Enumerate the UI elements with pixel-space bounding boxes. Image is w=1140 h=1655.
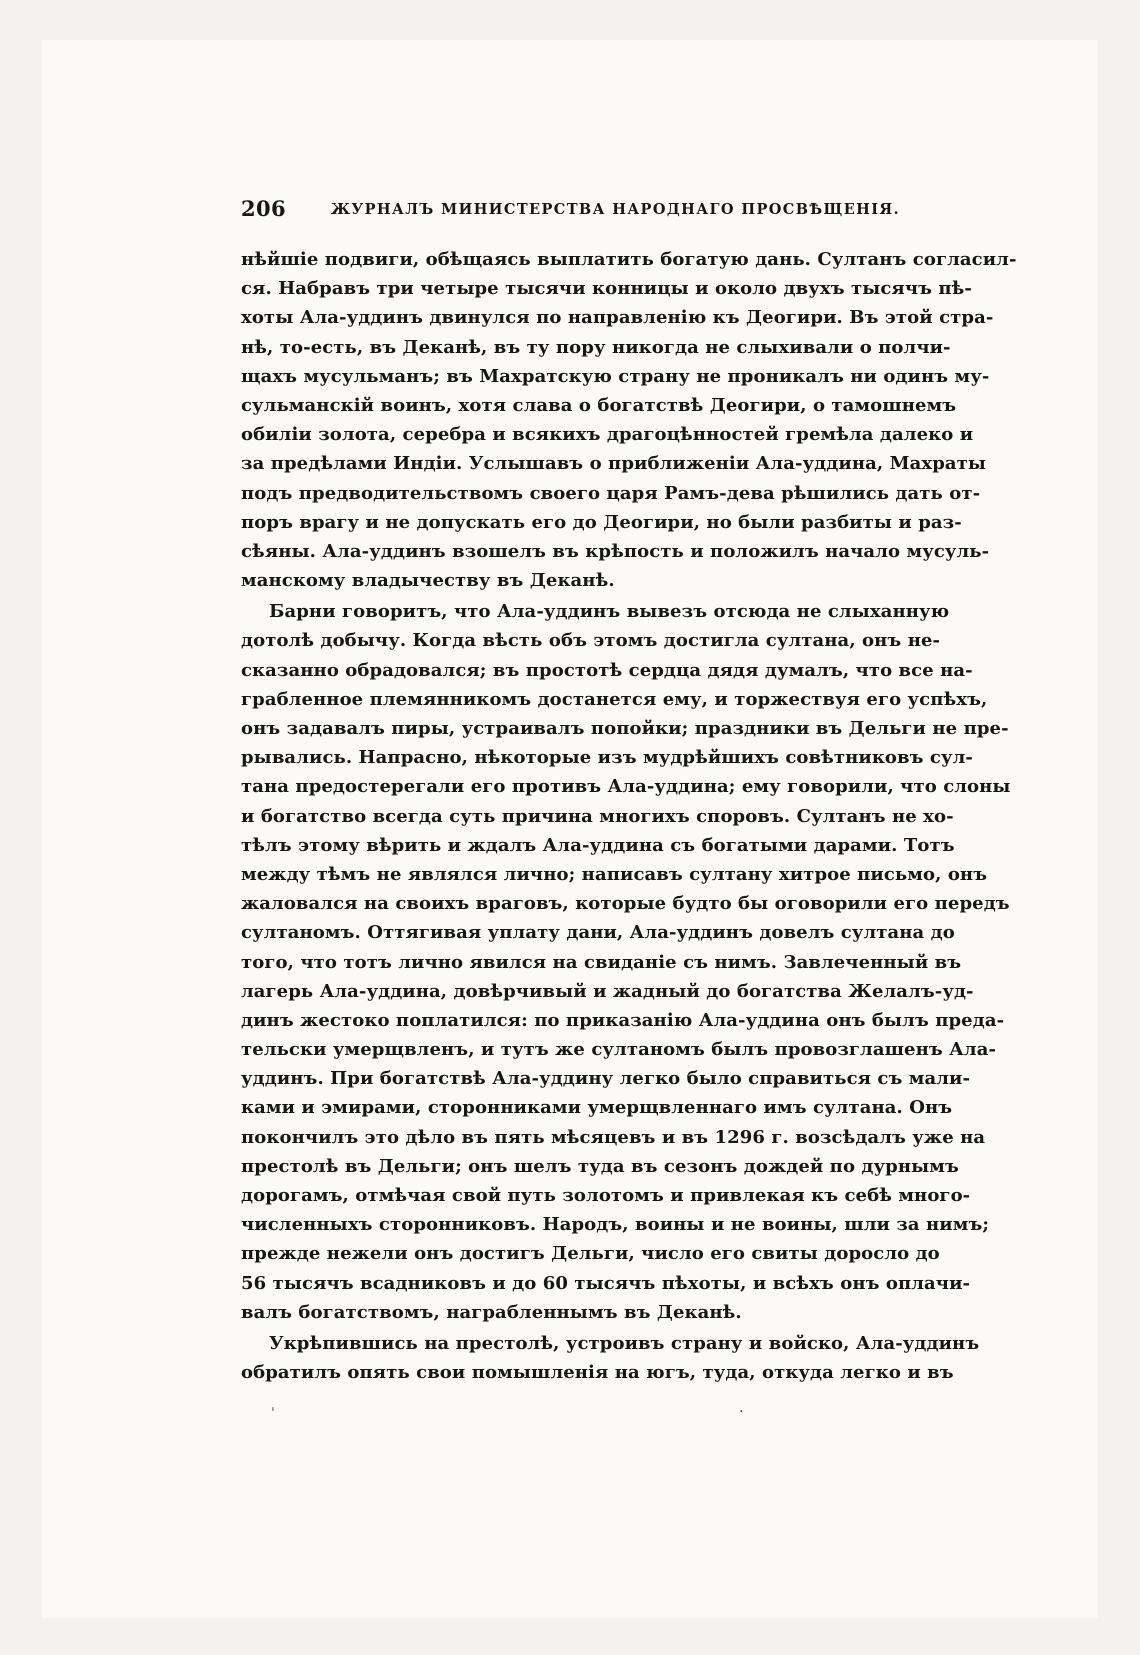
text-line: престолѣ въ Дельги; онъ шелъ туда въ сезонъ дождей по дурнымъ [241,1155,959,1177]
text-line: Барни говоритъ, что Ала-уддинъ вывезъ отсюда не слыханную [269,601,950,623]
text-line: тельски умерщвленъ, и тутъ же султаномъ былъ провозглашенъ Ала- [241,1039,997,1061]
text-line: 56 тысячъ всадниковъ и до 60 тысячъ пѣхоты, и всѣхъ онъ оплачи- [241,1272,971,1294]
text-line: обратилъ опять свои помышленія на югъ, туда, откуда легко и въ [241,1362,954,1384]
text-line: между тѣмъ не являлся лично; написавъ султану хитрое письмо, онъ [241,863,988,885]
text-line: сказанно обрадовался; въ простотѣ сердца дядя думалъ, что все на- [241,659,973,681]
page-header [241,196,901,226]
text-line: султаномъ. Оттягивая уплату дани, Ала-уддинъ довелъ султана до [241,922,955,944]
text-line: грабленное племянникомъ достанется ему, и торжествуя его успѣхъ, [241,688,988,710]
text-line: за предѣлами Индіи. Услышавъ о приближеніи Ала-уддина, Махраты [241,453,987,475]
text-line: подъ предводительствомъ своего царя Рамъ-дева рѣшились дать от- [241,482,981,504]
running-title: ЖУРНАЛЪ МИНИСТЕРСТВА НАРОДНАГО ПРОСВѢЩЕНІЯ. [331,201,901,218]
text-line: сѣяны. Ала-уддинъ взошелъ въ крѣпость и положилъ начало мусуль- [241,540,990,562]
page-number: 206 [241,196,287,221]
body-text [241,245,1017,1387]
text-line: тана предостерегали его противъ Ала-уддина; ему говорили, что слоны [241,776,1011,798]
text-line: уддинъ. При богатствѣ Ала-уддину легко было справиться съ мали- [241,1068,971,1090]
text-line: хоты Ала-уддинъ двинулся по направленію къ Деогири. Въ этой стра- [241,307,994,329]
text-line: тѣлъ этому вѣрить и ждалъ Ала-уддина съ богатыми дарами. Тотъ [241,834,955,856]
text-line: покончилъ это дѣло въ пять мѣсяцевъ и въ 1296 г. возсѣдалъ уже на [241,1126,986,1148]
text-line: и богатство всегда суть причина многихъ споровъ. Султанъ не хо- [241,805,954,827]
text-line: онъ задавалъ пиры, устраивалъ попойки; праздники въ Дельги не пре- [241,718,1009,739]
text-line: дорогамъ, отмѣчая свой путь золотомъ и привлекая къ себѣ много- [241,1185,971,1206]
text-line: сульманскій воинъ, хотя слава о богатствѣ Деогири, о тамошнемъ [241,394,957,416]
text-line: ками и эмирами, сторонниками умерщвленнаго имъ султана. Онъ [241,1097,953,1119]
text-line: нѣйшіе подвиги, обѣщаясь выплатить богатую дань. Султанъ согласил- [241,249,1017,270]
text-line: поръ врагу и не допускать его до Деогири, но были разбиты и раз- [241,511,962,533]
text-line: обиліи золота, серебра и всякихъ драгоцѣнностей гремѣла далеко и [241,424,974,446]
scan-speck: ˌ [271,1397,275,1413]
scan-speck: · [739,1404,744,1420]
paragraph [241,245,1017,595]
text-line: жаловался на своихъ враговъ, которые будто бы оговорили его передъ [241,893,1010,915]
text-line: того, что тотъ лично явился на свиданіе съ нимъ. Завлеченный въ [241,951,962,973]
text-line: нѣ, то-есть, въ Деканѣ, въ ту пору никогда не слыхивали о полчи- [241,336,951,358]
text-line: ся. Набравъ три четыре тысячи конницы и около двухъ тысячъ пѣ- [241,278,972,300]
text-line: щахъ мусульманъ; въ Махратскую страну не проникалъ ни одинъ му- [241,365,990,387]
text-line: численныхъ сторонниковъ. Народъ, воины и не воины, шли за нимъ; [241,1214,990,1236]
text-line: лагерь Ала-уддина, довѣрчивый и жадный до богатства Желалъ-уд- [241,980,974,1002]
text-line: валъ богатствомъ, награбленнымъ въ Деканѣ. [241,1301,742,1323]
text-line: Укрѣпившись на престолѣ, устроивъ страну и войско, Ала-уддинъ [269,1332,980,1354]
paragraph [241,1329,980,1387]
text-line: рывались. Напрасно, нѣкоторые изъ мудрѣйшихъ совѣтниковъ сул- [241,747,973,769]
text-line: манскому владычеству въ Деканѣ. [241,570,615,592]
paragraph [241,597,1011,1327]
text-line: динъ жестоко поплатился: по приказанію Ала-уддина онъ былъ преда- [241,1009,1005,1031]
text-line: прежде нежели онъ достигъ Дельги, число его свиты доросло до [241,1243,940,1265]
text-line: дотолѣ добычу. Когда вѣсть объ этомъ достигла султана, онъ не- [241,630,941,652]
